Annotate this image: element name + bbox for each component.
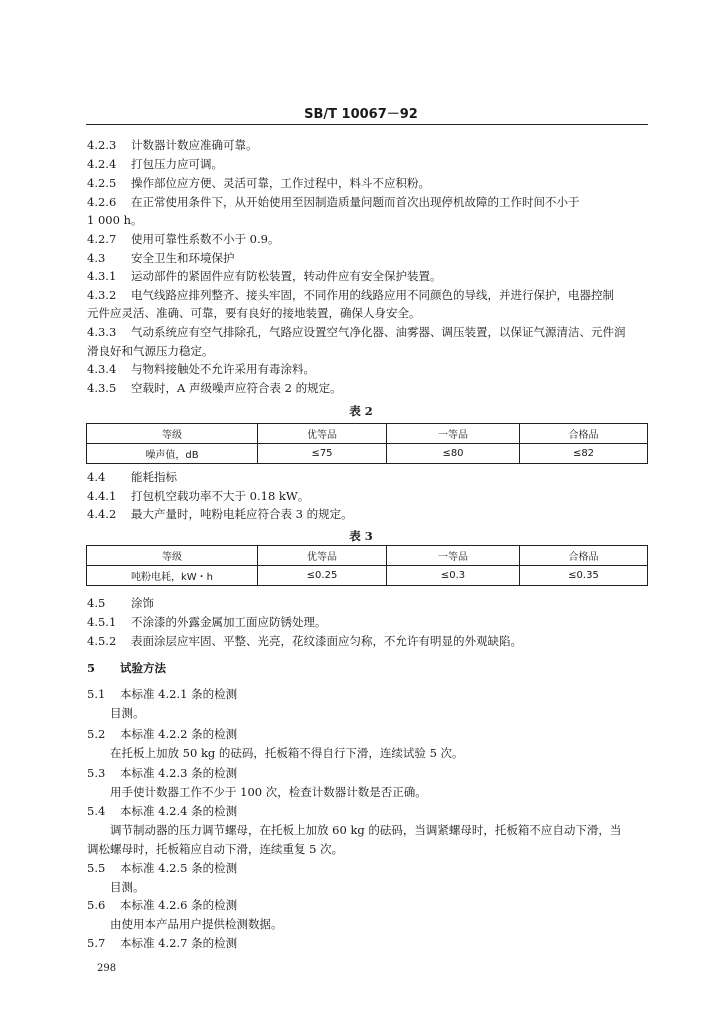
table2 xyxy=(86,423,648,464)
clause-text: 本标准 4.2.3 条的检测 xyxy=(120,766,238,780)
clause-number: 4.2.3 xyxy=(87,138,117,152)
clause-number: 4.2.4 xyxy=(87,157,117,171)
page-number: 298 xyxy=(97,963,117,974)
text-line xyxy=(87,157,223,172)
clause-number: 4.5 xyxy=(87,596,106,610)
clause-number: 5.2 xyxy=(87,727,106,741)
table-header-cell: 优等品 xyxy=(258,424,387,444)
table2-caption: 表 2 xyxy=(349,404,373,418)
clause-number: 4.4 xyxy=(87,470,106,484)
text-line xyxy=(87,306,421,321)
clause-text: 在正常使用条件下，从开始使用至因制造质量问题而首次出现停机故障的工作时间不小于 xyxy=(131,195,580,209)
clause-text: 1 000 h。 xyxy=(87,213,143,227)
clause-text: 使用可靠性系数不小于 0.9。 xyxy=(131,232,280,246)
clause-text: 最大产量时，吨粉电耗应符合表 3 的规定。 xyxy=(131,507,353,521)
text-line xyxy=(87,898,237,913)
text-line xyxy=(87,138,258,153)
clause-number: 4.4.1 xyxy=(87,489,117,503)
clause-number: 4.3.1 xyxy=(87,269,117,283)
text-line xyxy=(87,687,237,702)
text-line xyxy=(110,917,283,932)
text-line xyxy=(110,785,427,800)
text-line xyxy=(87,381,342,396)
clause-text: 本标准 4.2.7 条的检测 xyxy=(120,936,238,950)
table-cell: ≤82 xyxy=(520,444,648,464)
clause-number: 4.3.2 xyxy=(87,288,117,302)
table-row xyxy=(87,444,648,464)
clause-text: 电气线路应排列整齐、接头牢固，不同作用的线路应用不同颜色的导线，并进行保护，电器控制 xyxy=(131,288,614,302)
clause-number: 4.5.2 xyxy=(87,634,117,648)
text-line xyxy=(87,288,614,303)
clause-number: 4.4.2 xyxy=(87,507,117,521)
section-number: 5 xyxy=(87,661,96,675)
text-line xyxy=(110,823,621,838)
clause-text: 在托板上加放 50 kg 的砝码，托板箱不得自行下滑，连续试验 5 次。 xyxy=(110,746,464,760)
text-line xyxy=(87,213,142,228)
table-header-cell: 一等品 xyxy=(387,546,520,566)
text-line xyxy=(87,634,522,649)
clause-text: 调松螺母时，托板箱应自动下滑，连续重复 5 次。 xyxy=(87,842,344,856)
table-header-cell: 合格品 xyxy=(520,424,648,444)
table-header-cell: 优等品 xyxy=(258,546,387,566)
text-line xyxy=(87,325,626,340)
text-line xyxy=(87,615,327,630)
clause-text: 能耗指标 xyxy=(131,470,177,484)
clause-text: 气动系统应有空气排除孔，气路应设置空气净化器、油雾器、调压装置，以保证气源清洁、元件润 xyxy=(131,325,626,339)
text-line xyxy=(87,195,580,210)
clause-text: 打包机空载功率不大于 0.18 kW。 xyxy=(131,489,310,503)
clause-number: 5.4 xyxy=(87,804,106,818)
clause-text: 目测。 xyxy=(110,706,145,720)
clause-number: 5.5 xyxy=(87,861,106,875)
text-line xyxy=(87,936,237,951)
clause-text: 与物料接触处不允许采用有毒涂料。 xyxy=(131,362,315,376)
table-cell: 吨粉电耗，kW・h xyxy=(87,566,258,586)
clause-text: 滑良好和气源压力稳定。 xyxy=(87,344,214,358)
section-title: 试验方法 xyxy=(120,661,166,675)
table-header-cell: 一等品 xyxy=(387,424,520,444)
clause-number: 4.2.7 xyxy=(87,232,117,246)
table-cell: ≤80 xyxy=(387,444,520,464)
clause-text: 本标准 4.2.1 条的检测 xyxy=(120,687,238,701)
clause-number: 5.3 xyxy=(87,766,106,780)
clause-text: 不涂漆的外露金属加工面应防锈处理。 xyxy=(131,615,327,629)
clause-number: 4.2.6 xyxy=(87,195,117,209)
text-line xyxy=(87,176,430,191)
table-cell: ≤0.35 xyxy=(520,566,648,586)
clause-number: 5.7 xyxy=(87,936,106,950)
text-line xyxy=(87,251,235,266)
text-line xyxy=(87,489,309,504)
clause-number: 4.3.3 xyxy=(87,325,117,339)
table-cell: ≤0.25 xyxy=(258,566,387,586)
table-header-row xyxy=(87,424,648,444)
text-line xyxy=(87,269,442,284)
clause-text: 调节制动器的压力调节螺母，在托板上加放 60 kg 的砝码，当调紧螺母时，托板箱不应自动下滑，当 xyxy=(110,823,622,837)
text-line xyxy=(87,766,237,781)
text-line xyxy=(110,706,145,721)
text-line xyxy=(87,470,177,485)
clause-text: 表面涂层应牢固、平整、光亮，花纹漆面应匀称，不允许有明显的外观缺陷。 xyxy=(131,634,522,648)
section-5-heading xyxy=(87,661,166,676)
text-line xyxy=(87,804,237,819)
table-header-cell: 等级 xyxy=(87,546,258,566)
clause-text: 安全卫生和环境保护 xyxy=(131,251,235,265)
clause-text: 空载时，A 声级噪声应符合表 2 的规定。 xyxy=(131,381,342,395)
standard-header: SB/T 10067－92 xyxy=(304,107,418,122)
clause-text: 由使用本产品用户提供检测数据。 xyxy=(110,917,283,931)
clause-number: 4.3.5 xyxy=(87,381,117,395)
text-line xyxy=(87,344,214,359)
clause-text: 计数器计数应准确可靠。 xyxy=(131,138,258,152)
clause-text: 操作部位应方便、灵活可靠，工作过程中，料斗不应积粉。 xyxy=(131,176,430,190)
clause-number: 4.3.4 xyxy=(87,362,117,376)
text-line xyxy=(87,842,343,857)
clause-text: 打包压力应可调。 xyxy=(131,157,223,171)
clause-text: 本标准 4.2.2 条的检测 xyxy=(120,727,238,741)
text-line xyxy=(87,861,237,876)
table-cell: ≤0.3 xyxy=(387,566,520,586)
table-cell: 噪声值，dB xyxy=(87,444,258,464)
clause-text: 目测。 xyxy=(110,880,145,894)
text-line xyxy=(87,362,315,377)
table-header-row xyxy=(87,546,648,566)
table3 xyxy=(86,545,648,586)
text-line xyxy=(87,507,353,522)
text-line xyxy=(110,746,464,761)
clause-text: 本标准 4.2.5 条的检测 xyxy=(120,861,238,875)
header-rule xyxy=(86,124,648,125)
text-line xyxy=(87,596,154,611)
table-header-cell: 合格品 xyxy=(520,546,648,566)
clause-number: 4.3 xyxy=(87,251,106,265)
text-line xyxy=(110,880,145,895)
clause-text: 运动部件的紧固件应有防松装置，转动件应有安全保护装置。 xyxy=(131,269,442,283)
clause-number: 5.6 xyxy=(87,898,106,912)
table-header-cell: 等级 xyxy=(87,424,258,444)
table3-caption: 表 3 xyxy=(349,529,373,543)
text-line xyxy=(87,232,279,247)
table-cell: ≤75 xyxy=(258,444,387,464)
clause-text: 用手使计数器工作不少于 100 次，检查计数器计数是否正确。 xyxy=(110,785,427,799)
text-line xyxy=(87,727,237,742)
clause-text: 涂饰 xyxy=(131,596,154,610)
clause-number: 4.5.1 xyxy=(87,615,117,629)
table-row xyxy=(87,566,648,586)
clause-number: 5.1 xyxy=(87,687,106,701)
clause-number: 4.2.5 xyxy=(87,176,117,190)
clause-text: 本标准 4.2.6 条的检测 xyxy=(120,898,238,912)
clause-text: 元件应灵活、准确、可靠，要有良好的接地装置，确保人身安全。 xyxy=(87,306,421,320)
clause-text: 本标准 4.2.4 条的检测 xyxy=(120,804,238,818)
